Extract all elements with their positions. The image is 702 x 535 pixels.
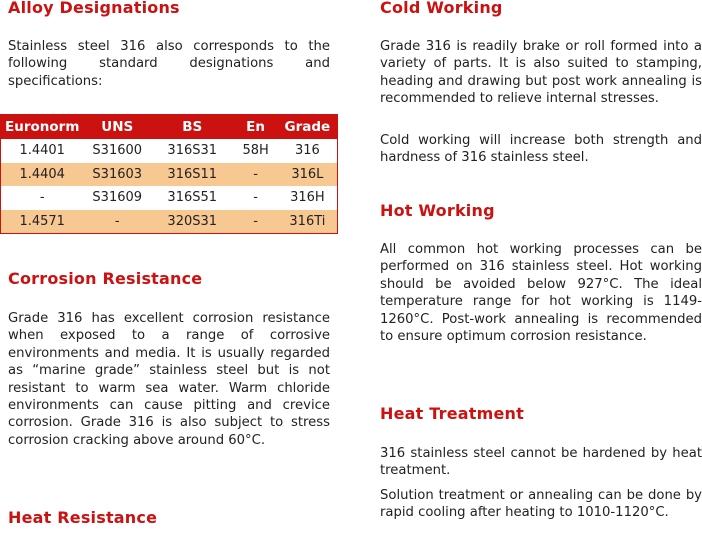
table-cell: -: [83, 210, 151, 234]
designations-table: [0, 114, 338, 234]
table-cell: 1.4401: [1, 139, 84, 163]
table-row: [1, 163, 338, 187]
table-header-bs: BS: [151, 115, 233, 140]
heat-treatment-heading: Heat Treatment: [380, 404, 524, 423]
table-cell: 316: [278, 139, 338, 163]
table-cell: -: [233, 163, 277, 187]
corrosion-resistance-text: Grade 316 has excellent corrosion resistance when exposed to a range of corrosive environments and media. It is usually regarded as “marine grade” stainless steel but is not resistant to warm sea water. Warm chloride environments can cause pitting and crevice corrosion. Grade 316 is also subject to stress corrosion cracking above around 60°C.: [8, 311, 330, 448]
table-header-en: En: [233, 115, 277, 140]
cold-working-text-2: Cold working will increase both strength and hardness of 316 stainless steel.: [380, 133, 702, 166]
table-cell: 316S31: [151, 139, 233, 163]
heat-treatment-text-2: Solution treatment or annealing can be done by rapid cooling after heating to 1010-1120°C.: [380, 488, 702, 521]
table-cell: 316Ti: [278, 210, 338, 234]
table-header-grade: Grade: [278, 115, 338, 140]
table-row: [1, 210, 338, 234]
table-cell: -: [1, 186, 84, 210]
alloy-designations-intro: Stainless steel 316 also corresponds to the following standard designations and specifications:: [8, 39, 330, 89]
table-cell: S31600: [83, 139, 151, 163]
heat-resistance-heading: Heat Resistance: [8, 508, 158, 527]
table-cell: 58H: [233, 139, 277, 163]
alloy-designations-heading: Alloy Designations: [8, 0, 180, 17]
table-row: [1, 139, 338, 163]
table-row: [1, 186, 338, 210]
heat-treatment-text-1: 316 stainless steel cannot be hardened by heat treatment.: [380, 446, 702, 479]
table-cell: 316S51: [151, 186, 233, 210]
table-cell: 316L: [278, 163, 338, 187]
cold-working-heading: Cold Working: [380, 0, 503, 17]
hot-working-heading: Hot Working: [380, 201, 495, 220]
hot-working-text: All common hot working processes can be performed on 316 stainless steel. Hot working should be avoided below 927°C. The ideal temperature range for hot working is 1149-1260°C. Post-work annealing is recommended to ensure optimum corrosion resistance.: [380, 242, 702, 345]
table-cell: 320S31: [151, 210, 233, 234]
table-cell: S31609: [83, 186, 151, 210]
cold-working-text-1: Grade 316 is readily brake or roll formed into a variety of parts. It is also suited to stamping, heading and drawing but post work annealing is recommended to relieve internal stresses.: [380, 39, 702, 107]
table-cell: 316H: [278, 186, 338, 210]
table-cell: -: [233, 210, 277, 234]
corrosion-resistance-heading: Corrosion Resistance: [8, 269, 203, 288]
table-cell: 1.4404: [1, 163, 84, 187]
table-header-euronorm: Euronorm: [1, 115, 84, 140]
table-header-uns: UNS: [83, 115, 151, 140]
table-cell: S31603: [83, 163, 151, 187]
table-cell: 316S11: [151, 163, 233, 187]
table-header-row: [1, 115, 338, 140]
table-cell: -: [233, 186, 277, 210]
table-cell: 1.4571: [1, 210, 84, 234]
